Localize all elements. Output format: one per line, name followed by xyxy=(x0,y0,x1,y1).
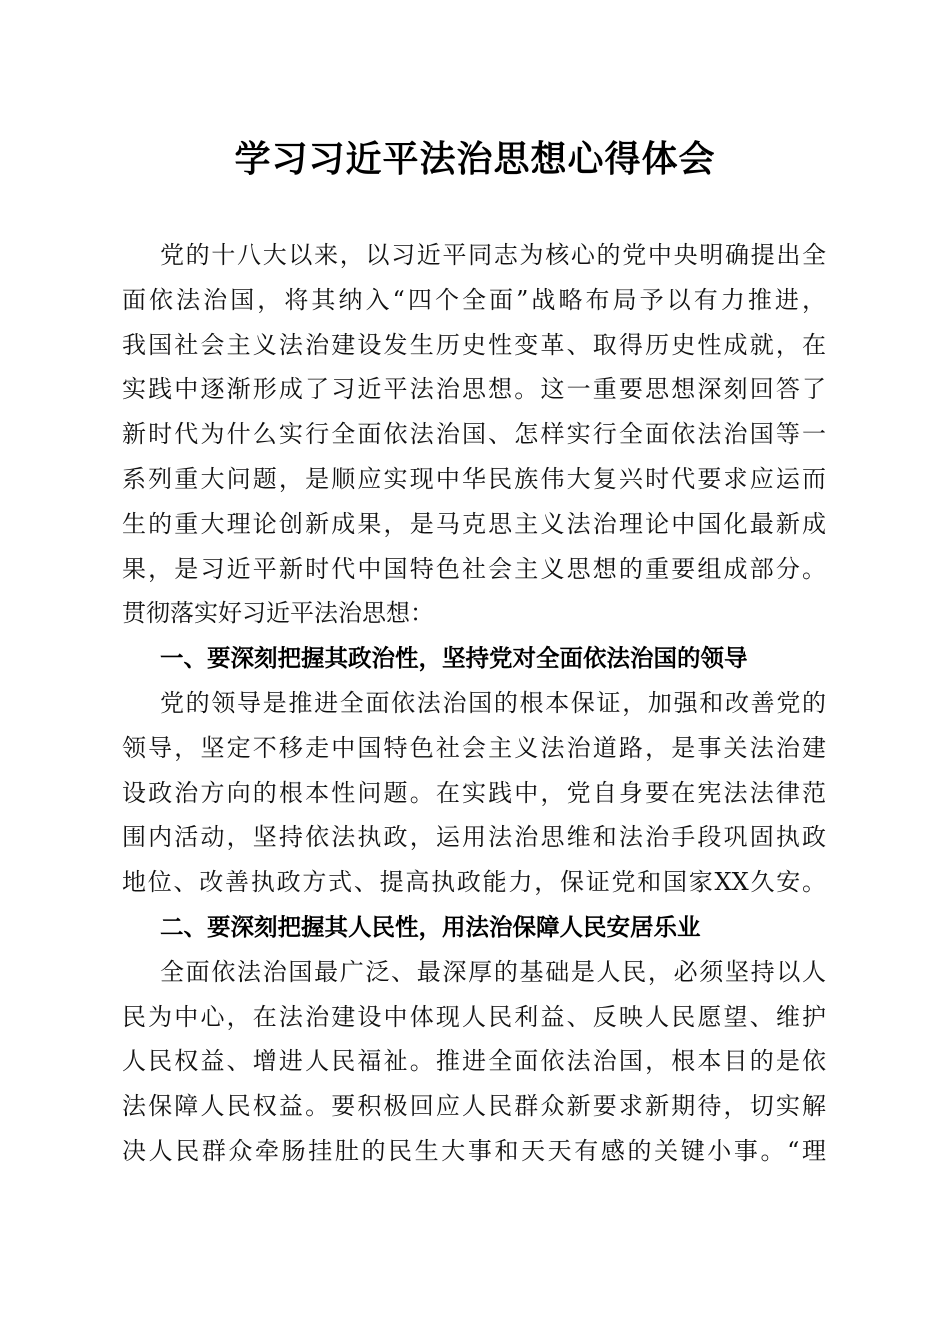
document-title: 学习习近平法治思想心得体会 xyxy=(234,138,716,180)
paragraph-line: 生的重大理论创新成果，是马克思主义法治理论中国化最新成 xyxy=(122,509,826,538)
paragraph-line: 地位、改善执政方式、提高执政能力，保证党和国家XX久安。 xyxy=(122,868,826,897)
section-heading: 一、要深刻把握其政治性，坚持党对全面依法治国的领导 xyxy=(160,644,748,673)
paragraph-line: 实践中逐渐形成了习近平法治思想。这一重要思想深刻回答了 xyxy=(122,375,826,404)
paragraph-line: 党的领导是推进全面依法治国的根本保证，加强和改善党的 xyxy=(160,688,826,717)
paragraph-line: 民为中心，在法治建设中体现人民利益、反映人民愿望、维护 xyxy=(122,1002,826,1031)
paragraph-line: 领导，坚定不移走中国特色社会主义法治道路，是事关法治建 xyxy=(122,733,826,762)
section-heading: 二、要深刻把握其人民性，用法治保障人民安居乐业 xyxy=(160,912,701,941)
paragraph-line: 系列重大问题，是顺应实现中华民族伟大复兴时代要求应运而 xyxy=(122,464,826,493)
paragraph-line: 人民权益、增进人民福祉。推进全面依法治国，根本目的是依 xyxy=(122,1047,826,1076)
paragraph-line: 果，是习近平新时代中国特色社会主义思想的重要组成部分。 xyxy=(122,554,826,583)
paragraph-line: 全面依法治国最广泛、最深厚的基础是人民，必须坚持以人 xyxy=(160,957,826,986)
paragraph-line: 决人民群众牵肠挂肚的民生大事和天天有感的关键小事。“理 xyxy=(122,1136,826,1165)
paragraph-line: 贯彻落实好习近平法治思想： xyxy=(122,599,434,628)
paragraph-line: 设政治方向的根本性问题。在实践中，党自身要在宪法法律范 xyxy=(122,778,826,807)
paragraph-line: 党的十八大以来，以习近平同志为核心的党中央明确提出全 xyxy=(160,241,826,269)
paragraph-line: 法保障人民权益。要积极回应人民群众新要求新期待，切实解 xyxy=(122,1092,826,1121)
paragraph-line: 围内活动，坚持依法执政，运用法治思维和法治手段巩固执政 xyxy=(122,823,826,852)
paragraph-line: 面依法治国，将其纳入“四个全面”战略布局予以有力推进， xyxy=(122,285,826,314)
paragraph-line: 新时代为什么实行全面依法治国、怎样实行全面依法治国等一 xyxy=(122,420,826,449)
document-body xyxy=(122,233,826,1174)
paragraph-line: 我国社会主义法治建设发生历史性变革、取得历史性成就，在 xyxy=(122,330,826,359)
